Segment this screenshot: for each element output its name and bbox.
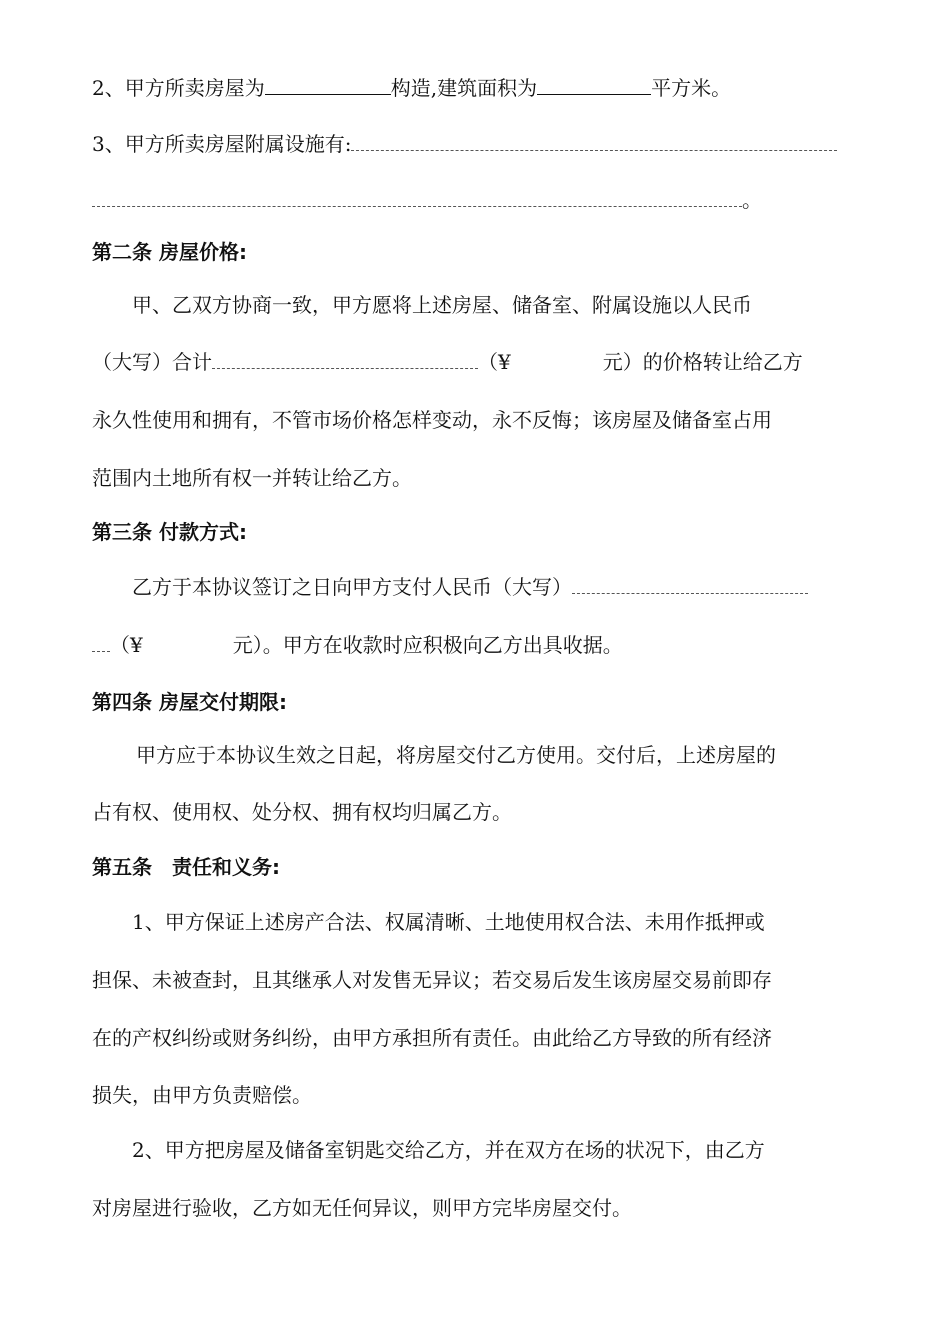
article-5-line-2: 担保、未被查封，且其继承人对发售无异议；若交易后发生该房屋交易前即存 [92,968,772,992]
text: 元）的价格转让给乙方 [602,350,803,374]
text: 3、甲方所卖房屋附属设施有: [92,132,352,156]
clause-line-facilities [92,132,837,156]
article-2-line-4: 范围内土地所有权一并转让给乙方。 [92,466,412,490]
article-2-heading: 第二条 房屋价格: [92,240,247,264]
text: 平方米。 [651,76,732,100]
article-2-line-2 [92,350,803,374]
article-5-line-1: 1、甲方保证上述房产合法、权属清晰、土地使用权合法、未用作抵押或 [132,910,765,934]
article-5-line-4: 损失，由甲方负责赔偿。 [92,1083,312,1107]
text: （¥ [478,350,511,374]
blank-area-field[interactable] [537,74,651,95]
blank-price-words-field[interactable] [212,350,478,369]
text: 元）。甲方在收款时应积极向乙方出具收据。 [232,633,623,657]
article-5-line-3: 在的产权纠纷或财务纠纷，由甲方承担所有责任。由此给乙方导致的所有经济 [92,1026,772,1050]
article-3-line-2 [92,633,623,657]
article-4-heading: 第四条 房屋交付期限: [92,690,287,714]
blank-payment-words-field[interactable] [572,575,808,594]
blank-facilities-field-cont[interactable] [92,188,742,207]
article-4-line-1: 甲方应于本协议生效之日起，将房屋交付乙方使用。交付后，上述房屋的 [136,743,776,767]
article-4-line-2: 占有权、使用权、处分权、拥有权均归属乙方。 [92,800,512,824]
blank-facilities-field[interactable] [351,132,837,151]
blank-payment-words-field-cont[interactable] [92,633,110,652]
clause-line-facilities-cont [92,188,762,212]
text: 构造,建筑面积为 [390,76,538,100]
article-5-heading: 第五条 责任和义务: [92,855,280,879]
text: 2、甲方所卖房屋为 [92,76,265,100]
article-2-line-3: 永久性使用和拥有，不管市场价格怎样变动，永不反悔；该房屋及储备室占用 [92,408,772,432]
clause-line-house-structure [92,74,731,100]
text: 乙方于本协议签订之日向甲方支付人民币（大写） [132,575,572,599]
article-2-line-1: 甲、乙双方协商一致，甲方愿将上述房屋、储备室、附属设施以人民币 [132,293,752,317]
article-5-line-6: 对房屋进行验收，乙方如无任何异议，则甲方完毕房屋交付。 [92,1196,632,1220]
text: （¥ [110,633,143,657]
article-5-line-5: 2、甲方把房屋及储备室钥匙交给乙方，并在双方在场的状况下，由乙方 [132,1138,765,1162]
article-3-heading: 第三条 付款方式: [92,520,247,544]
text: 。 [742,188,762,212]
blank-structure-field[interactable] [265,74,391,95]
text: （大写）合计 [92,350,212,374]
article-3-line-1 [132,575,808,599]
